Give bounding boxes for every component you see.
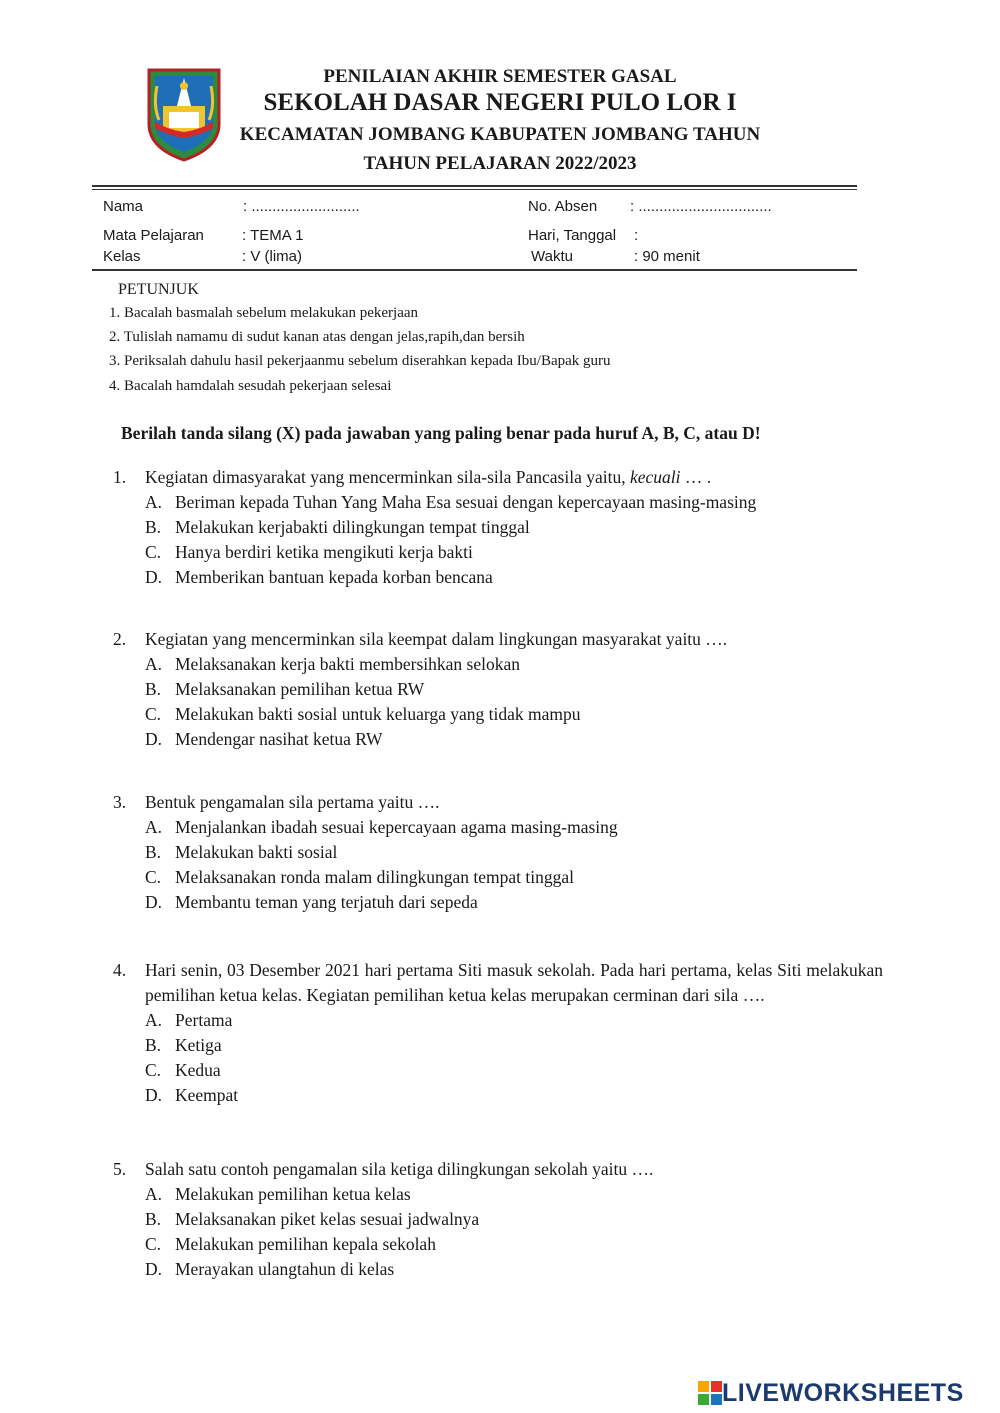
option-a[interactable]: A. Melakukan pemilihan ketua kelas (145, 1184, 411, 1204)
question-number: 1. (113, 467, 127, 487)
answer-instruction: Berilah tanda silang (X) pada jawaban yang paling benar pada huruf A, B, C, atau D! (121, 423, 761, 443)
option-a[interactable]: A. Melaksanakan kerja bakti membersihkan selokan (145, 654, 521, 674)
header-divider-thin (92, 189, 857, 190)
header-divider (92, 185, 857, 187)
question-stem: Bentuk pengamalan sila pertama yaitu …. (145, 792, 440, 812)
question-number: 5. (113, 1159, 127, 1179)
info-divider (92, 269, 857, 271)
subject-value: : TEMA 1 (242, 227, 304, 244)
question-stem: Kegiatan dimasyarakat yang mencerminkan sila-sila Pancasila yaitu, kecuali … . (145, 467, 712, 487)
question-1 (113, 465, 883, 590)
absen-field[interactable]: : ................................ (630, 198, 772, 215)
name-label: Nama (103, 198, 144, 215)
question-number: 3. (113, 792, 127, 812)
district-line: KECAMATAN JOMBANG KABUPATEN JOMBANG TAHUN (239, 124, 761, 145)
option-d[interactable]: D. Keempat (145, 1085, 239, 1105)
option-c[interactable]: C. Melaksanakan ronda malam dilingkungan tempat tinggal (145, 867, 574, 887)
school-name: SEKOLAH DASAR NEGERI PULO LOR I (263, 89, 737, 116)
option-c[interactable]: C. Melakukan bakti sosial untuk keluarga yang tidak mampu (145, 704, 581, 724)
subject-label: Mata Pelajaran (103, 227, 204, 244)
class-value: : V (lima) (242, 248, 302, 265)
question-2 (113, 627, 883, 752)
option-a[interactable]: A. Menjalankan ibadah sesuai kepercayaan agama masing-masing (145, 817, 618, 837)
class-label: Kelas (103, 248, 141, 265)
instruction-item: 2. Tulislah namamu di sudut kanan atas dengan jelas,rapih,dan bersih (109, 329, 525, 345)
option-c[interactable]: C. Melakukan pemilihan kepala sekolah (145, 1234, 436, 1254)
option-d[interactable]: D. Mendengar nasihat ketua RW (145, 729, 383, 749)
liveworksheets-logo-icon (698, 1381, 722, 1405)
name-field[interactable]: : .......................... (243, 198, 360, 215)
question-stem: Hari senin, 03 Desember 2021 hari pertama Siti masuk sekolah. Pada hari pertama, kelas Siti melakukan pemilihan ketua kelas. Kegiatan pemilihan ketua kelas merupakan cerminan dari sila …. (145, 960, 883, 1005)
option-a[interactable]: A. Pertama (145, 1010, 233, 1030)
date-label: Hari, Tanggal (528, 227, 617, 244)
question-number: 2. (113, 629, 127, 649)
option-d[interactable]: D. Membantu teman yang terjatuh dari sepeda (145, 892, 478, 912)
instruction-item: 3. Periksalah dahulu hasil pekerjaanmu sebelum diserahkan kepada Ibu/Bapak guru (109, 353, 611, 369)
question-3 (113, 790, 883, 915)
option-b[interactable]: B. Melakukan kerjabakti dilingkungan tempat tinggal (145, 517, 530, 537)
question-5 (113, 1157, 883, 1282)
question-4 (113, 958, 883, 1108)
time-value: : 90 menit (634, 248, 700, 265)
option-c[interactable]: C. Hanya berdiri ketika mengikuti kerja bakti (145, 542, 473, 562)
question-stem: Kegiatan yang mencerminkan sila keempat dalam lingkungan masyarakat yaitu …. (145, 629, 728, 649)
option-d[interactable]: D. Merayakan ulangtahun di kelas (145, 1259, 395, 1279)
time-label: Waktu (531, 248, 573, 265)
question-stem: Salah satu contoh pengamalan sila ketiga dilingkungan sekolah yaitu …. (145, 1159, 654, 1179)
liveworksheets-watermark[interactable] (698, 1378, 964, 1408)
absen-label: No. Absen (528, 198, 598, 215)
option-a[interactable]: A. Beriman kepada Tuhan Yang Maha Esa sesuai dengan kepercayaan masing-masing (145, 492, 757, 512)
option-b[interactable]: B. Melaksanakan pemilihan ketua RW (145, 679, 425, 699)
watermark-text: LIVEWORKSHEETS (722, 1378, 964, 1407)
option-b[interactable]: B. Ketiga (145, 1035, 222, 1055)
instruction-item: 4. Bacalah hamdalah sesudah pekerjaan selesai (109, 378, 392, 394)
instruction-item: 1. Bacalah basmalah sebelum melakukan pekerjaan (109, 305, 419, 321)
academic-year: TAHUN PELAJARAN 2022/2023 (363, 153, 637, 174)
question-number: 4. (113, 960, 127, 980)
exam-title: PENILAIAN AKHIR SEMESTER GASAL (323, 66, 677, 87)
option-b[interactable]: B. Melaksanakan piket kelas sesuai jadwalnya (145, 1209, 480, 1229)
option-c[interactable]: C. Kedua (145, 1060, 221, 1080)
instructions-title: PETUNJUK (118, 281, 199, 298)
date-field[interactable]: : (634, 227, 639, 244)
option-b[interactable]: B. Melakukan bakti sosial (145, 842, 338, 862)
option-d[interactable]: D. Memberikan bantuan kepada korban bencana (145, 567, 493, 587)
